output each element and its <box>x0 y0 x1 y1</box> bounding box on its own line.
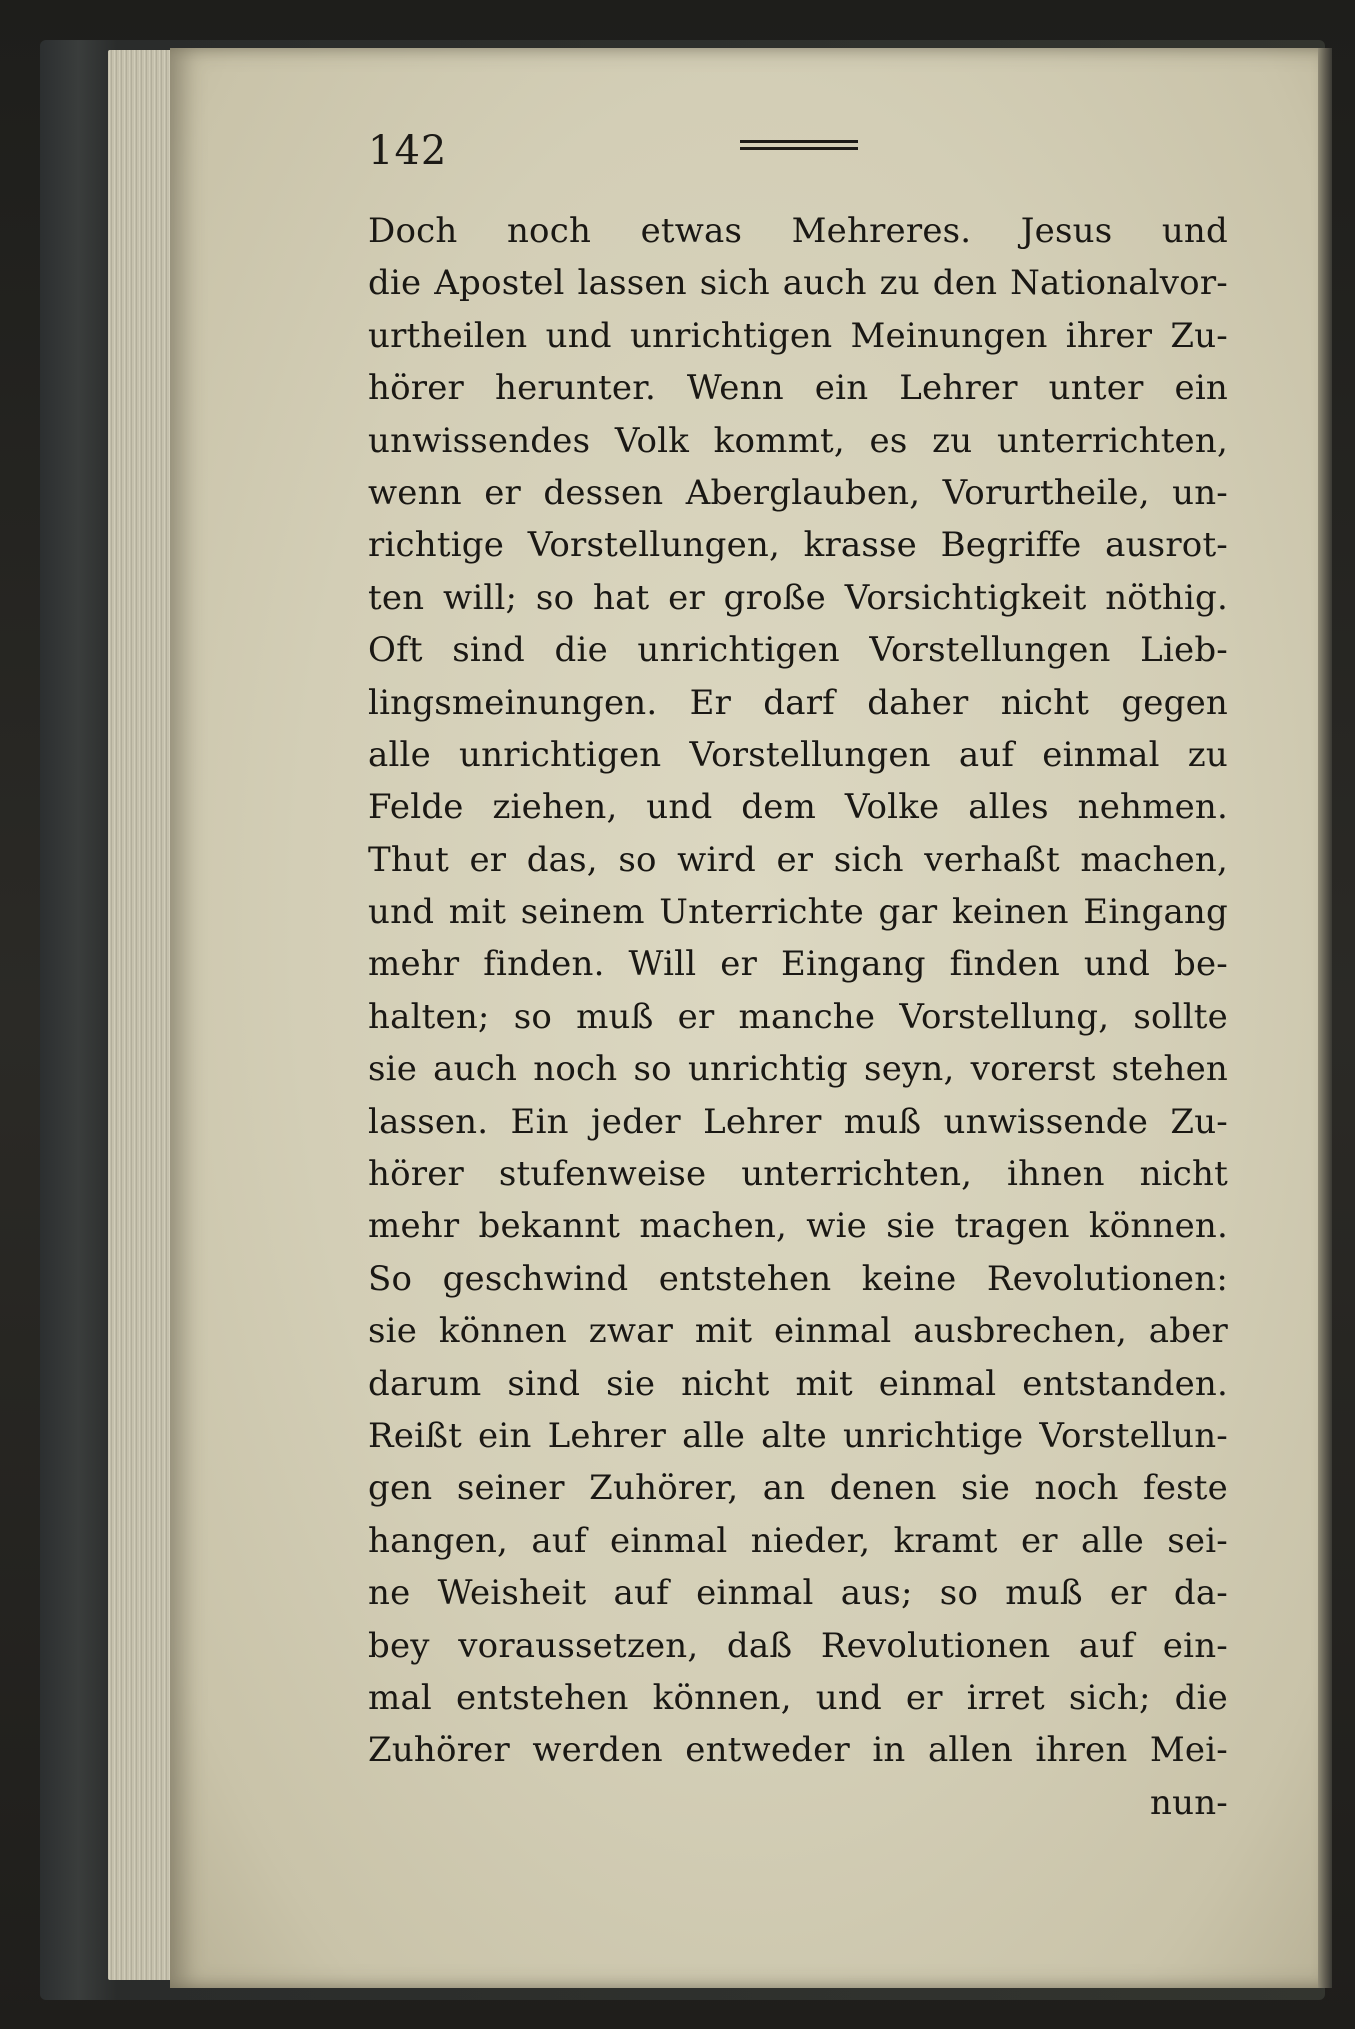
text-line: mehr bekannt machen, wie sie tragen können. <box>368 1206 1228 1247</box>
text-line: ten will; so hat er große Vorsichtigkeit nöthig. <box>368 577 1228 618</box>
text-line: Felde ziehen, und dem Volke alles nehmen. <box>368 787 1228 828</box>
text-line: Oft sind die unrichtigen Vorstellungen Lieb- <box>368 630 1228 671</box>
text-line: alle unrichtigen Vorstellungen auf einmal zu <box>368 734 1228 775</box>
text-line: hörer herunter. Wenn ein Lehrer unter ein <box>368 368 1228 409</box>
text-line: hörer stufenweise unterrichten, ihnen nicht <box>368 1154 1228 1195</box>
text-line: Zuhörer werden entweder in allen ihren Mei- <box>368 1730 1228 1771</box>
text-line: lassen. Ein jeder Lehrer muß unwissende Zu- <box>368 1101 1228 1142</box>
text-line: mal entstehen können, und er irret sich; die <box>368 1677 1228 1718</box>
text-line: urtheilen und unrichtigen Meinungen ihrer Zu- <box>368 315 1228 356</box>
text-line: gen seiner Zuhörer, an denen sie noch feste <box>368 1468 1228 1509</box>
text-line: Reißt ein Lehrer alle alte unrichtige Vorstellun- <box>368 1415 1228 1456</box>
text-line: unwissendes Volk kommt, es zu unterrichten, <box>368 420 1228 461</box>
text-line: sie können zwar mit einmal ausbrechen, aber <box>368 1311 1228 1352</box>
text-line: Doch noch etwas Mehreres. Jesus und <box>368 211 1228 251</box>
text-line: So geschwind entstehen keine Revolutionen: <box>368 1258 1228 1299</box>
text-line: mehr finden. Will er Eingang finden und be- <box>368 944 1228 985</box>
text-line: ne Weisheit auf einmal aus; so muß er da- <box>368 1573 1228 1614</box>
catchword: nun- <box>1150 1782 1228 1823</box>
text-line: richtige Vorstellungen, krasse Begriffe ausrot- <box>368 525 1228 566</box>
page-gutter <box>1318 48 1332 1988</box>
page-body-text <box>368 205 1228 1829</box>
text-line: Thut er das, so wird er sich verhaßt machen, <box>368 839 1228 880</box>
text-line: darum sind sie nicht mit einmal entstanden. <box>368 1363 1228 1404</box>
text-line: hangen, auf einmal nieder, kramt er alle sei- <box>368 1520 1228 1561</box>
page-number: 142 <box>368 128 448 174</box>
text-line: sie auch noch so unrichtig seyn, vorerst stehen <box>368 1049 1228 1090</box>
text-line: bey voraussetzen, daß Revolutionen auf ein- <box>368 1625 1228 1666</box>
header-rule-ornament <box>740 140 858 156</box>
text-line: lingsmeinungen. Er darf daher nicht gegen <box>368 682 1228 723</box>
text-line: wenn er dessen Aberglauben, Vorurtheile, un- <box>368 472 1228 513</box>
text-line: die Apostel lassen sich auch zu den Nationalvor- <box>368 263 1228 304</box>
text-line: halten; so muß er manche Vorstellung, sollte <box>368 996 1228 1037</box>
text-line: und mit seinem Unterrichte gar keinen Eingang <box>368 892 1228 933</box>
